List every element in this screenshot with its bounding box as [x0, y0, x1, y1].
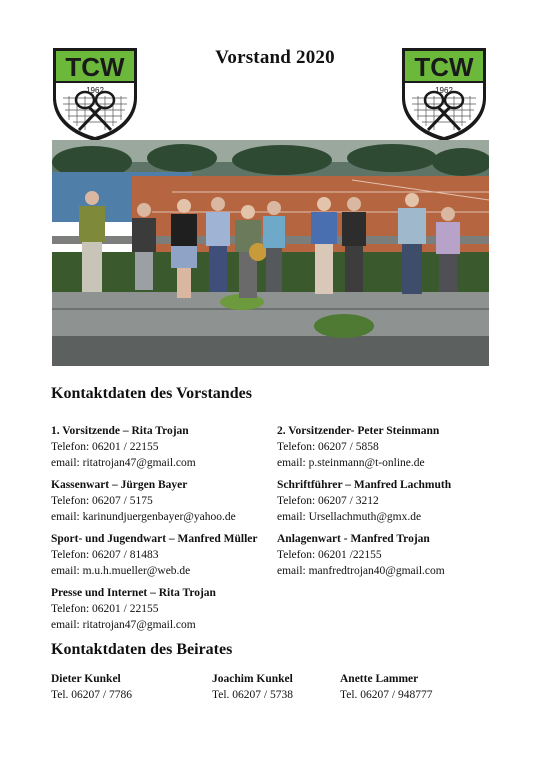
contact-email: email: p.steinmann@t-online.de — [277, 457, 425, 469]
contact-phone: Telefon: 06207 / 5858 — [277, 441, 379, 453]
vorstand-heading: Kontaktdaten des Vorstandes — [51, 385, 252, 402]
beirat-member — [51, 671, 132, 703]
member-name: Joachim Kunkel — [212, 673, 293, 685]
contact-email: email: manfredtrojan40@gmail.com — [277, 565, 445, 577]
contact-phone: Telefon: 06207 / 3212 — [277, 495, 379, 507]
member-phone: Tel. 06207 / 7786 — [51, 689, 132, 701]
contact-role: Presse und Internet – Rita Trojan — [51, 587, 216, 599]
club-logo-left — [51, 46, 139, 142]
contact-card — [51, 423, 196, 471]
svg-text:1962: 1962 — [435, 86, 453, 95]
contact-card — [277, 423, 439, 471]
contact-email: email: karinundjuergenbayer@yahoo.de — [51, 511, 236, 523]
contact-email: email: m.u.h.mueller@web.de — [51, 565, 191, 577]
board-group-photo — [52, 140, 489, 366]
member-name: Dieter Kunkel — [51, 673, 121, 685]
contact-card — [51, 531, 257, 579]
contact-phone: Telefon: 06201 / 22155 — [51, 441, 159, 453]
contact-card — [51, 477, 236, 525]
contact-card — [277, 531, 445, 579]
tennis-club-crest-icon — [400, 46, 488, 142]
svg-text:TCW: TCW — [65, 52, 125, 82]
contact-role: 2. Vorsitzender- Peter Steinmann — [277, 425, 440, 437]
contact-role: Anlagenwart - Manfred Trojan — [277, 533, 430, 545]
page-title: Vorstand 2020 — [215, 47, 335, 68]
contact-email: email: Ursellachmuth@gmx.de — [277, 511, 422, 523]
svg-text:1962: 1962 — [86, 86, 104, 95]
contact-role: 1. Vorsitzende – Rita Trojan — [51, 425, 189, 437]
contact-phone: Telefon: 06201 /22155 — [277, 549, 382, 561]
contact-email: email: ritatrojan47@gmail.com — [51, 619, 196, 631]
contact-role: Schriftführer – Manfred Lachmuth — [277, 479, 452, 491]
contact-phone: Telefon: 06207 / 81483 — [51, 549, 159, 561]
contact-card — [51, 585, 216, 633]
contact-email: email: ritatrojan47@gmail.com — [51, 457, 196, 469]
svg-text:TCW: TCW — [414, 52, 474, 82]
beirat-member — [340, 671, 432, 703]
contact-card — [277, 477, 451, 525]
member-phone: Tel. 06207 / 948777 — [340, 689, 433, 701]
beirat-member — [212, 671, 293, 703]
contact-role: Kassenwart – Jürgen Bayer — [51, 479, 188, 491]
contact-phone: Telefon: 06207 / 5175 — [51, 495, 153, 507]
member-name: Anette Lammer — [340, 673, 419, 685]
contact-phone: Telefon: 06201 / 22155 — [51, 603, 159, 615]
beirat-heading: Kontaktdaten des Beirates — [51, 641, 233, 658]
contact-role: Sport- und Jugendwart – Manfred Müller — [51, 533, 258, 545]
tennis-club-crest-icon — [51, 46, 139, 142]
member-phone: Tel. 06207 / 5738 — [212, 689, 293, 701]
club-logo-right — [400, 46, 488, 142]
